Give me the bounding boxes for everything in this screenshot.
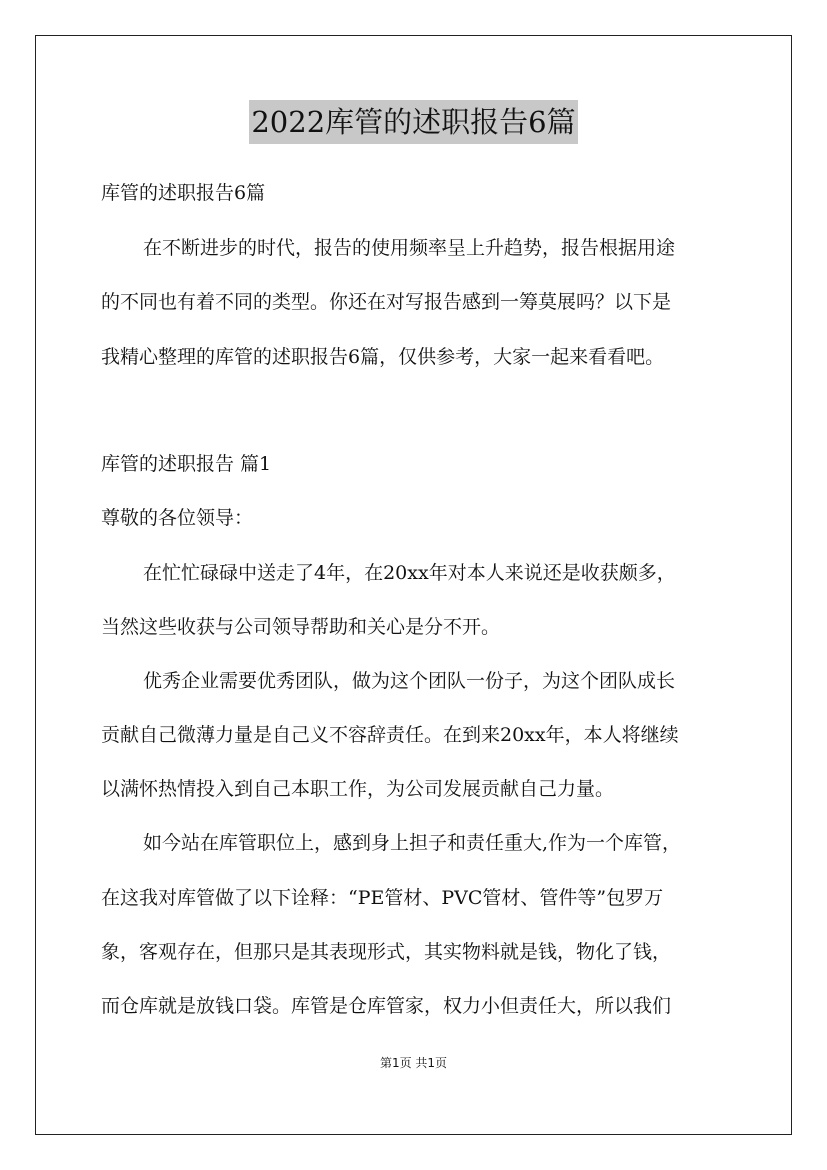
document-title: 2022库管的述职报告6篇 — [249, 100, 577, 144]
body-line-9: 而仓库就是放钱口袋。库管是仓库管家，权力小但责任大，所以我们 — [101, 995, 672, 1017]
body-line-4: 贡献自己微薄力量是自己义不容辞责任。在到来20xx年，本人将继续 — [101, 724, 679, 746]
document-subtitle: 库管的述职报告6篇 — [101, 182, 266, 204]
intro-line-3: 我精心整理的库管的述职报告6篇，仅供参考，大家一起来看看吧。 — [101, 346, 665, 368]
body-line-8: 象，客观存在，但那只是其表现形式，其实物料就是钱，物化了钱， — [101, 941, 672, 963]
title-container — [0, 100, 827, 144]
section-heading: 库管的述职报告 篇1 — [101, 453, 272, 475]
body-line-1: 在忙忙碌碌中送走了4年，在20xx年对本人来说还是收获颇多， — [143, 562, 676, 584]
intro-line-2: 的不同也有着不同的类型。你还在对写报告感到一筹莫展吗？以下是 — [101, 291, 672, 313]
body-line-7: 在这我对库管做了以下诠释：“PE管材、PVC管材、管件等”包罗万 — [101, 887, 664, 909]
salutation: 尊敬的各位领导： — [101, 507, 254, 529]
intro-line-1: 在不断进步的时代，报告的使用频率呈上升趋势，报告根据用途 — [143, 237, 676, 259]
body-line-2: 当然这些收获与公司领导帮助和关心是分不开。 — [101, 616, 501, 638]
body-line-3: 优秀企业需要优秀团队，做为这个团队一份子，为这个团队成长 — [143, 670, 676, 692]
page-footer: 第1页 共1页 — [379, 1056, 448, 1070]
body-line-5: 以满怀热情投入到自己本职工作，为公司发展贡献自己力量。 — [101, 778, 615, 800]
body-line-6: 如今站在库管职位上，感到身上担子和责任重大,作为一个库管， — [143, 832, 682, 854]
